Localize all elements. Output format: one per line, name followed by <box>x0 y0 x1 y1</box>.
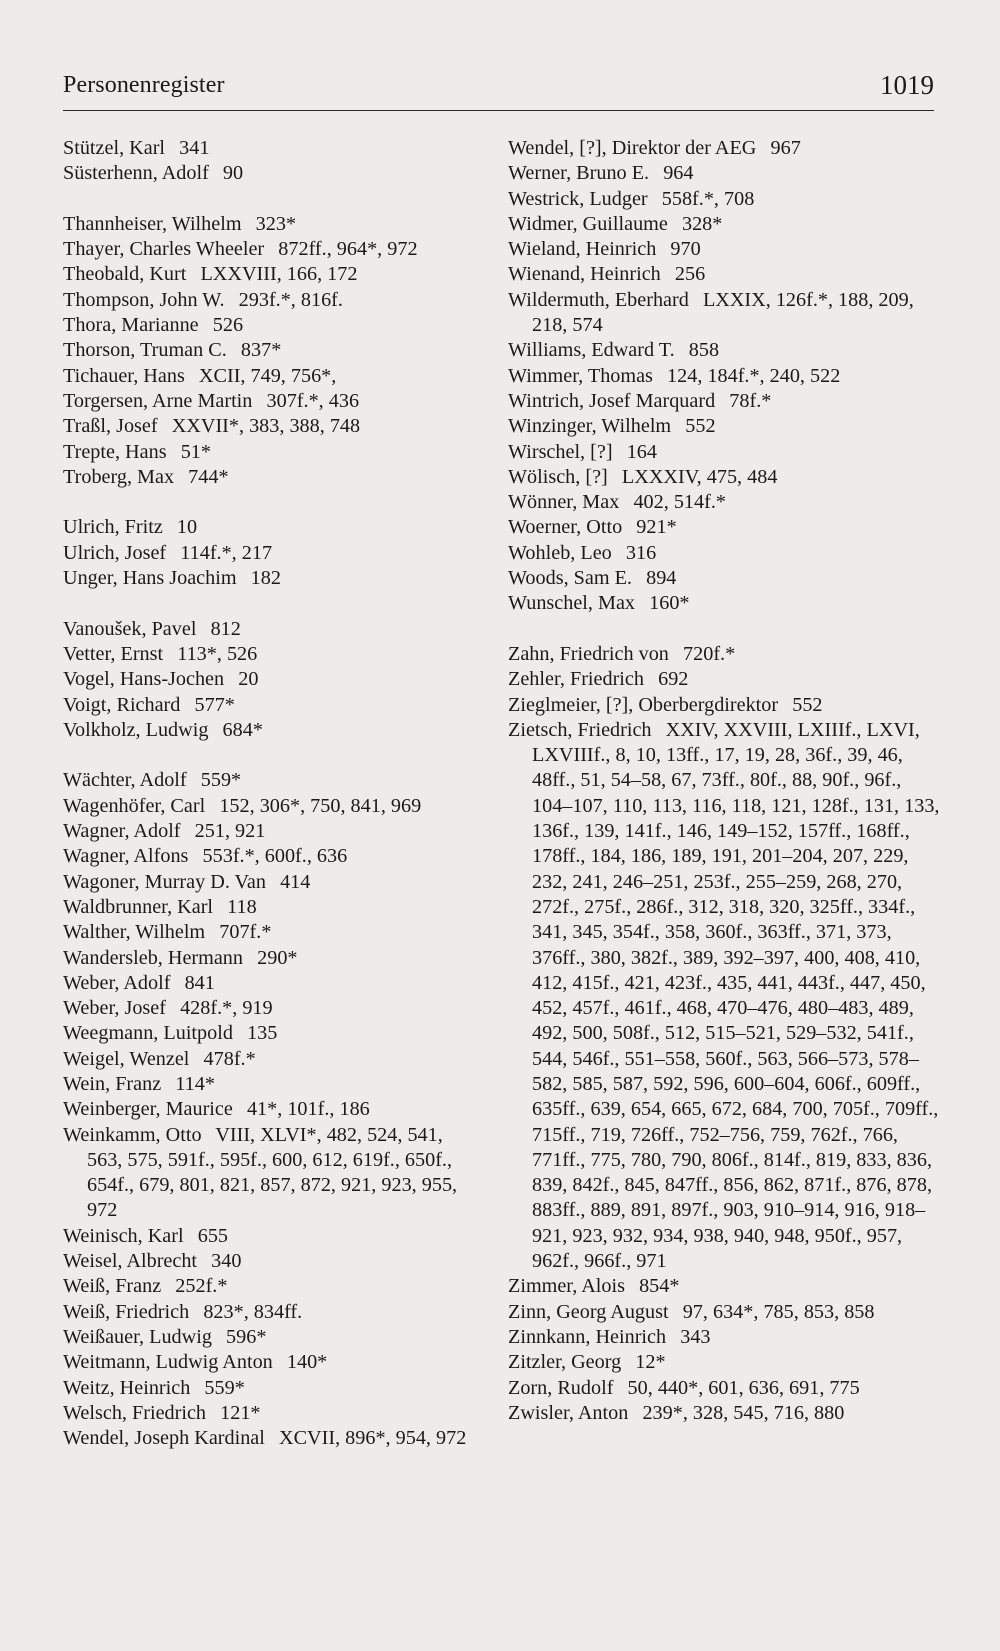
entry-name: Wandersleb, Hermann <box>63 946 243 969</box>
entry-page-refs: XXIV, XXVIII, LXIIIf., LXVI, LXVIIIf., 8, 10, 13ff., 17, 19, 28, 36f., 39, 46, 48ff., 51, 54–58, 67, 73ff., 80f., 88, 90f., 96f., 104–107, 110, 113, 116, 118, 121, 128f., 131, 133, 136f., 139, 141f., 146, 149–152, 157ff., 168ff., 178ff., 184, 186, 189, 191, 201–204, 207, 229, 232, 241, 246–251, 253f., 255–259, 268, 270, 272f., 275f., 286f., 312, 318, 320, 325ff., 334f., 341, 345, 354f., 358, 360f., 363ff., 371, 373, 376ff., 380, 382f., 389, 392–397, 400, 408, 410, 412, 415f., 421, 423f., 435, 441, 443f., 447, 450, 452, 457f., 461f., 468, 470–476, 480–483, 489, 492, 500, 508f., 512, 515–521, 529–532, 541f., 544, 546f., 551–558, 560f., 563, 566–573, 578–582, 585, 587, 592, 596, 600–604, 606f., 609ff., 635ff., 639, 654, 665, 672, 684, 700, 705f., 709ff., 715ff., 719, 726ff., 752–756, 759, 762f., 766, 771ff., 775, 780, 790, 806f., 814f., 819, 833, 836, 839, 842f., 845, 847ff., 856, 862, 871f., 876, 878, 883ff., 889, 891, 897f., 903, 910–914, 916, 918–921, 923, 932, 934, 938, 940, 948, 950f., 957, 962f., 966f., 971 <box>532 718 940 1273</box>
entry-page-refs: LXXVIII, 166, 172 <box>200 263 358 286</box>
entry-page-refs: 707f.* <box>219 921 272 944</box>
entry-name: Tichauer, Hans <box>63 364 185 387</box>
entry-page-refs: 812 <box>210 617 241 640</box>
index-entry <box>508 667 940 692</box>
index-column-right <box>508 136 940 1451</box>
entry-name: Welsch, Friedrich <box>63 1401 207 1424</box>
entry-page-refs: 596* <box>226 1325 267 1348</box>
entry-page-refs: 41*, 101f., 186 <box>246 1098 370 1121</box>
index-entry <box>63 1072 483 1097</box>
index-entry <box>63 667 483 692</box>
entry-name: Wagner, Alfons <box>63 845 189 868</box>
index-entry <box>63 1123 483 1224</box>
index-entry <box>63 1325 483 1350</box>
entry-name: Thora, Marianne <box>63 314 199 337</box>
index-entry <box>63 617 483 642</box>
entry-page-refs: 841 <box>184 971 215 994</box>
index-entry <box>63 212 483 237</box>
index-entry <box>63 1376 483 1401</box>
index-entry <box>63 1021 483 1046</box>
entry-name: Wintrich, Josef Marquard <box>508 389 716 412</box>
entry-name: Winzinger, Wilhelm <box>508 415 672 438</box>
entry-page-refs: 823*, 834ff. <box>203 1300 303 1323</box>
index-entry <box>508 262 940 287</box>
index-entry <box>508 338 940 363</box>
entry-name: Thorson, Truman C. <box>63 339 227 362</box>
entry-name: Wagner, Adolf <box>63 820 181 843</box>
entry-name: Wagenhöfer, Carl <box>63 794 206 817</box>
entry-name: Woerner, Otto <box>508 516 623 539</box>
entry-name: Zimmer, Alois <box>508 1275 625 1298</box>
entry-name: Volkholz, Ludwig <box>63 718 209 741</box>
index-entry <box>63 566 483 591</box>
entry-page-refs: 307f.*, 436 <box>266 389 360 412</box>
entry-name: Unger, Hans Joachim <box>63 567 237 590</box>
index-entry <box>508 237 940 262</box>
entry-page-refs: 964 <box>663 162 694 185</box>
index-entry <box>63 946 483 971</box>
index-entry <box>508 465 940 490</box>
entry-page-refs: 113*, 526 <box>177 642 258 665</box>
index-entry <box>63 1274 483 1299</box>
entry-name: Theobald, Kurt <box>63 263 187 286</box>
index-entry <box>508 364 940 389</box>
letter-group <box>508 642 940 1426</box>
entry-name: Traßl, Josef <box>63 415 158 438</box>
entry-page-refs: 90 <box>222 162 244 185</box>
index-entry <box>63 819 483 844</box>
entry-page-refs: 577* <box>194 693 235 716</box>
index-entry <box>508 389 940 414</box>
index-entry <box>63 136 483 161</box>
entry-page-refs: 692 <box>658 668 689 691</box>
entry-page-refs: 559* <box>204 1376 245 1399</box>
index-entry <box>63 1224 483 1249</box>
entry-name: Weber, Adolf <box>63 971 171 994</box>
entry-page-refs: 967 <box>770 137 801 159</box>
entry-name: Thannheiser, Wilhelm <box>63 212 242 235</box>
entry-page-refs: 526 <box>212 314 244 337</box>
entry-page-refs: 160* <box>649 592 690 615</box>
index-entry <box>508 1350 940 1375</box>
index-entry <box>508 541 940 566</box>
entry-name: Widmer, Guillaume <box>508 212 668 235</box>
index-entry <box>508 1376 940 1401</box>
entry-name: Zahn, Friedrich von <box>508 642 669 665</box>
entry-page-refs: 135 <box>247 1022 278 1045</box>
page-number: 1019 <box>880 70 934 100</box>
entry-name: Weegmann, Luitpold <box>63 1022 233 1045</box>
index-entry <box>508 161 940 186</box>
entry-page-refs: 293f.*, 816f. <box>238 288 343 311</box>
entry-page-refs: 744* <box>188 465 229 488</box>
entry-page-refs: XCVII, 896*, 954, 972 <box>279 1427 467 1450</box>
index-entry <box>508 718 940 1275</box>
entry-name: Wendel, [?], Direktor der AEG <box>508 137 757 159</box>
index-entry <box>63 1350 483 1375</box>
index-entry <box>63 642 483 667</box>
entry-page-refs: 114f.*, 217 <box>180 541 273 564</box>
entry-page-refs: 328* <box>681 212 723 235</box>
index-entry <box>63 1426 483 1451</box>
index-entry <box>508 693 940 718</box>
entry-name: Weißauer, Ludwig <box>63 1325 212 1348</box>
entry-name: Weigel, Wenzel <box>63 1047 190 1070</box>
index-entry <box>63 364 483 389</box>
index-entry <box>63 895 483 920</box>
entry-name: Westrick, Ludger <box>508 187 648 210</box>
entry-page-refs: 858 <box>688 339 720 362</box>
entry-name: Wein, Franz <box>63 1072 162 1095</box>
entry-name: Vetter, Ernst <box>63 642 164 665</box>
index-entry <box>63 844 483 869</box>
index-entry <box>508 440 940 465</box>
entry-page-refs: 51* <box>180 440 211 463</box>
letter-group <box>63 515 483 591</box>
index-entry <box>508 490 940 515</box>
index-entry <box>508 515 940 540</box>
entry-name: Vanoušek, Pavel <box>63 617 197 640</box>
running-head: Personenregister <box>63 72 225 98</box>
entry-name: Waldbrunner, Karl <box>63 895 214 918</box>
entry-name: Zwisler, Anton <box>508 1401 629 1424</box>
letter-group <box>63 136 483 187</box>
entry-name: Wirschel, [?] <box>508 440 613 463</box>
index-entry <box>508 414 940 439</box>
entry-page-refs: 402, 514f.* <box>633 491 726 514</box>
index-entry <box>508 1325 940 1350</box>
entry-name: Zorn, Rudolf <box>508 1376 614 1399</box>
entry-name: Weisel, Albrecht <box>63 1250 198 1273</box>
entry-name: Vogel, Hans-Jochen <box>63 668 225 691</box>
entry-page-refs: 152, 306*, 750, 841, 969 <box>219 794 422 817</box>
index-entry <box>63 515 483 540</box>
entry-name: Weitz, Heinrich <box>63 1376 191 1399</box>
entry-name: Weiß, Friedrich <box>63 1300 190 1323</box>
index-entry <box>63 1300 483 1325</box>
entry-name: Süsterhenn, Adolf <box>63 162 209 185</box>
entry-name: Wunschel, Max <box>508 592 636 615</box>
index-entry <box>63 920 483 945</box>
entry-name: Ulrich, Fritz <box>63 516 163 539</box>
entry-name: Zinn, Georg August <box>508 1300 669 1323</box>
entry-page-refs: 140* <box>286 1351 328 1374</box>
entry-page-refs: 323* <box>255 212 297 235</box>
index-entry <box>63 541 483 566</box>
entry-name: Ulrich, Josef <box>63 541 167 564</box>
index-entry <box>63 1097 483 1122</box>
letter-group <box>63 212 483 490</box>
entry-page-refs: 343 <box>680 1325 711 1348</box>
index-entry <box>63 389 483 414</box>
index-entry <box>63 794 483 819</box>
entry-name: Zietsch, Friedrich <box>508 718 652 741</box>
entry-name: Woods, Sam E. <box>508 567 632 590</box>
entry-page-refs: 290* <box>257 946 298 969</box>
index-entry <box>508 187 940 212</box>
entry-name: Werner, Bruno E. <box>508 162 650 185</box>
entry-page-refs: 414 <box>280 870 311 893</box>
index-entry <box>63 768 483 793</box>
entry-page-refs: 894 <box>646 567 677 590</box>
entry-name: Walther, Wilhelm <box>63 921 206 944</box>
entry-name: Wildermuth, Eberhard <box>508 288 689 311</box>
entry-page-refs: 164 <box>626 440 657 463</box>
index-entry <box>508 591 940 616</box>
index-entry <box>63 440 483 465</box>
entry-name: Williams, Edward T. <box>508 339 675 362</box>
entry-name: Wagoner, Murray D. Van <box>63 870 266 893</box>
entry-name: Wönner, Max <box>508 491 620 514</box>
entry-page-refs: 553f.*, 600f., 636 <box>202 845 348 868</box>
entry-page-refs: 872ff., 964*, 972 <box>278 238 418 261</box>
index-entry <box>63 313 483 338</box>
entry-page-refs: 97, 634*, 785, 853, 858 <box>682 1300 875 1323</box>
entry-page-refs: 720f.* <box>683 642 736 665</box>
letter-group <box>63 617 483 743</box>
entry-page-refs: 252f.* <box>175 1275 228 1298</box>
index-entry <box>508 136 940 161</box>
index-column-left <box>63 136 483 1477</box>
index-entry <box>63 693 483 718</box>
index-entry <box>63 237 483 262</box>
entry-page-refs: XCII, 749, 756*, <box>198 364 337 387</box>
entry-name: Zieglmeier, [?], Oberbergdirektor <box>508 693 779 716</box>
entry-name: Zinnkann, Heinrich <box>508 1325 667 1348</box>
index-entry <box>63 288 483 313</box>
entry-page-refs: 428f.*, 919 <box>180 997 273 1020</box>
entry-page-refs: 256 <box>674 263 706 286</box>
entry-name: Wieland, Heinrich <box>508 238 657 261</box>
entry-name: Troberg, Max <box>63 465 175 488</box>
entry-name: Torgersen, Arne Martin <box>63 389 253 412</box>
index-entry <box>63 465 483 490</box>
entry-name: Weinberger, Maurice <box>63 1098 233 1121</box>
index-entry <box>508 566 940 591</box>
letter-group <box>508 136 940 617</box>
entry-page-refs: 340 <box>211 1250 242 1273</box>
entry-page-refs: 114* <box>175 1072 215 1095</box>
entry-page-refs: 970 <box>670 238 701 261</box>
entry-name: Zehler, Friedrich <box>508 668 644 691</box>
entry-name: Weitmann, Ludwig Anton <box>63 1351 273 1374</box>
entry-page-refs: 10 <box>176 516 198 539</box>
entry-page-refs: 921* <box>636 516 677 539</box>
entry-page-refs: 837* <box>240 339 282 362</box>
index-entry <box>63 971 483 996</box>
entry-name: Wohleb, Leo <box>508 541 612 564</box>
index-entry <box>508 212 940 237</box>
entry-name: Thompson, John W. <box>63 288 225 311</box>
index-entry <box>63 870 483 895</box>
entry-page-refs: 316 <box>625 541 657 564</box>
entry-page-refs: VIII, XLVI*, 482, 524, 541, 563, 575, 591f., 595f., 600, 612, 619f., 650f., 654f., 679, 801, 821, 857, 872, 921, 923, 955, 972 <box>87 1123 458 1222</box>
index-entry <box>508 288 940 339</box>
index-entry <box>63 262 483 287</box>
entry-page-refs: 478f.* <box>203 1047 256 1070</box>
entry-name: Trepte, Hans <box>63 440 167 463</box>
index-entry <box>63 1249 483 1274</box>
entry-page-refs: 341 <box>179 137 210 159</box>
entry-page-refs: 182 <box>250 567 281 590</box>
index-entry <box>63 1047 483 1072</box>
entry-name: Zitzler, Georg <box>508 1351 622 1374</box>
index-entry <box>508 1300 940 1325</box>
entry-page-refs: XXVII*, 383, 388, 748 <box>171 415 361 438</box>
index-entry <box>63 414 483 439</box>
index-entry <box>508 1274 940 1299</box>
index-entry <box>508 642 940 667</box>
entry-page-refs: 552 <box>685 415 716 438</box>
letter-group <box>63 768 483 1451</box>
entry-name: Wendel, Joseph Kardinal <box>63 1427 265 1450</box>
index-entry <box>508 1401 940 1426</box>
page-header <box>63 68 934 111</box>
entry-name: Weiß, Franz <box>63 1275 162 1298</box>
entry-page-refs: 78f.* <box>729 389 772 412</box>
entry-page-refs: 854* <box>639 1275 680 1298</box>
entry-page-refs: 239*, 328, 545, 716, 880 <box>642 1401 845 1424</box>
entry-name: Thayer, Charles Wheeler <box>63 238 265 261</box>
index-entry <box>63 161 483 186</box>
entry-page-refs: 12* <box>635 1351 666 1374</box>
entry-name: Voigt, Richard <box>63 693 181 716</box>
index-entry <box>63 1401 483 1426</box>
entry-name: Wölisch, [?] <box>508 465 608 488</box>
entry-page-refs: 121* <box>220 1401 261 1424</box>
index-entry <box>63 718 483 743</box>
entry-page-refs: 20 <box>238 668 259 691</box>
entry-name: Weinisch, Karl <box>63 1224 184 1247</box>
entry-page-refs: 655 <box>197 1224 228 1247</box>
entry-page-refs: 124, 184f.*, 240, 522 <box>667 364 841 387</box>
entry-name: Wienand, Heinrich <box>508 263 661 286</box>
entry-page-refs: 552 <box>792 693 823 716</box>
entry-name: Weinkamm, Otto <box>63 1123 202 1146</box>
entry-page-refs: 118 <box>227 895 257 918</box>
entry-page-refs: 559* <box>200 769 242 792</box>
index-entry <box>63 338 483 363</box>
entry-page-refs: LXXXIV, 475, 484 <box>621 465 778 488</box>
entry-name: Weber, Josef <box>63 997 166 1020</box>
entry-name: Wimmer, Thomas <box>508 364 653 387</box>
entry-page-refs: 558f.*, 708 <box>661 187 755 210</box>
entry-name: Stützel, Karl <box>63 137 166 159</box>
entry-page-refs: 684* <box>222 718 263 741</box>
entry-name: Wächter, Adolf <box>63 769 187 792</box>
entry-page-refs: 50, 440*, 601, 636, 691, 775 <box>627 1376 860 1399</box>
entry-page-refs: LXXIX, 126f.*, 188, 209, 218, 574 <box>532 288 914 337</box>
entry-page-refs: 251, 921 <box>194 820 266 843</box>
index-entry <box>63 996 483 1021</box>
